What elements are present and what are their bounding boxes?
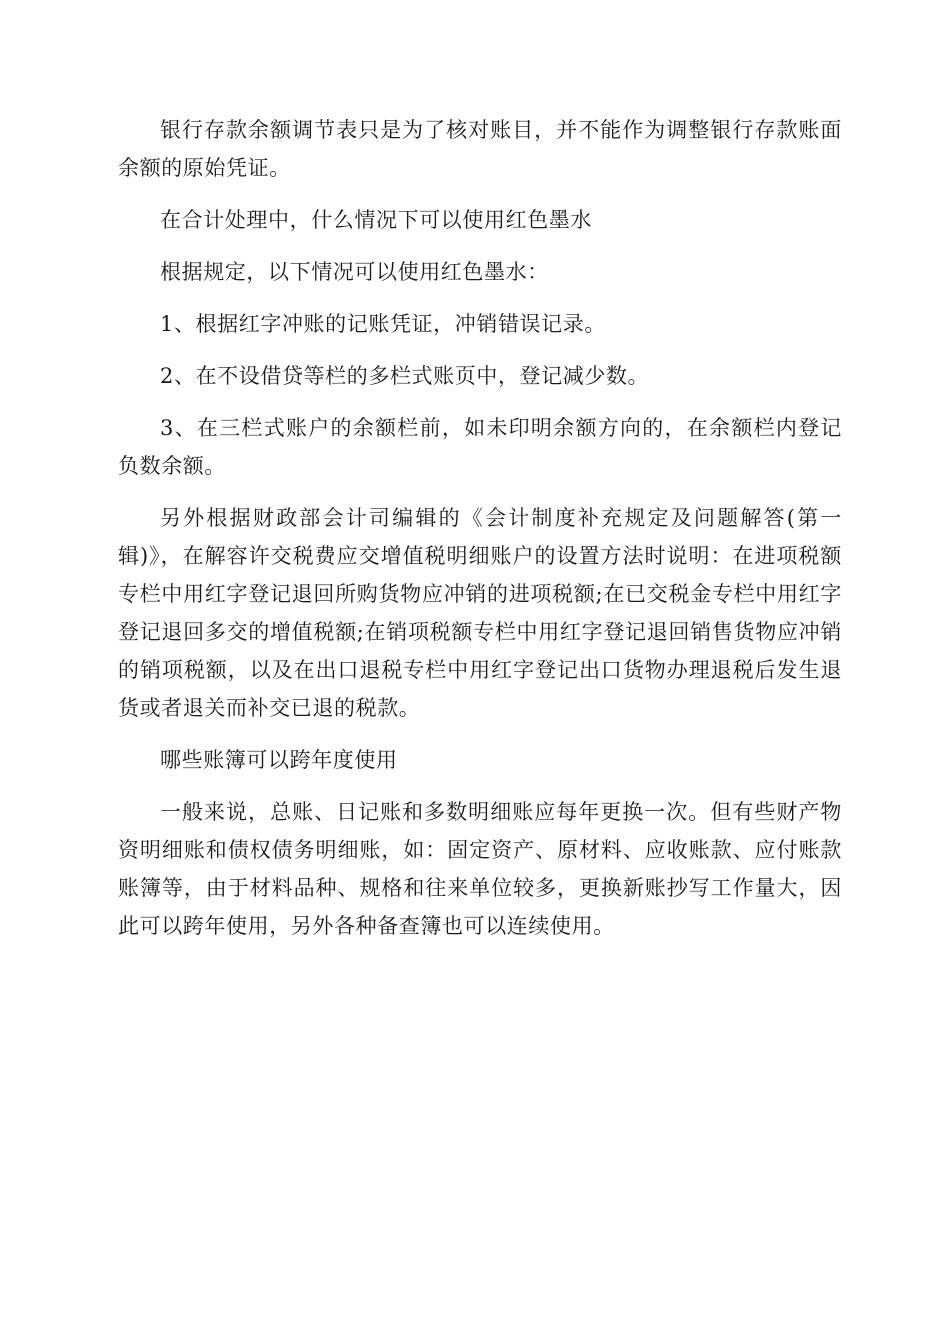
list-item-3: 3、在三栏式账户的余额栏前，如未印明余额方向的，在余额栏内登记负数余额。 — [118, 416, 842, 478]
paragraph-red-ink-intro: 根据规定，以下情况可以使用红色墨水： — [160, 260, 549, 284]
paragraph-cross-year-ledgers: 一般来说，总账、日记账和多数明细账应每年更换一次。但有些财产物资明细账和债权债务明细账，如：固定资产、原材料、应收账款、应付账款账簿等，由于材料品种、规格和往来单位较多，更换新账抄写工作量大，因此可以跨年使用，另外各种备查簿也可以连续使用。 — [118, 800, 842, 938]
heading-red-ink-question: 在合计处理中，什么情况下可以使用红色墨水 — [160, 208, 592, 232]
paragraph-vat-explanation: 另外根据财政部会计司编辑的《会计制度补充规定及问题解答(第一辑)》，在解容许交税费应交增值税明细账户的设置方法时说明：在进项税额专栏中用红字登记退回所购货物应冲销的进项税额;在已交税金专栏中用红字登记退回多交的增值税额;在销项税额专栏中用红字登记退回销售货物应冲销的销项税额，以及在出口退税专栏中用红字登记出口货物办理退税后发生退货或者退关而补交已退的税款。 — [118, 506, 842, 720]
paragraph-reconciliation-note: 银行存款余额调节表只是为了核对账目，并不能作为调整银行存款账面余额的原始凭证。 — [118, 118, 842, 180]
list-item-1: 1、根据红字冲账的记账凭证，冲销错误记录。 — [160, 312, 606, 336]
heading-cross-year-ledgers: 哪些账簿可以跨年度使用 — [160, 748, 398, 772]
document-body — [118, 111, 842, 959]
list-item-2: 2、在不设借贷等栏的多栏式账页中，登记减少数。 — [160, 364, 650, 388]
